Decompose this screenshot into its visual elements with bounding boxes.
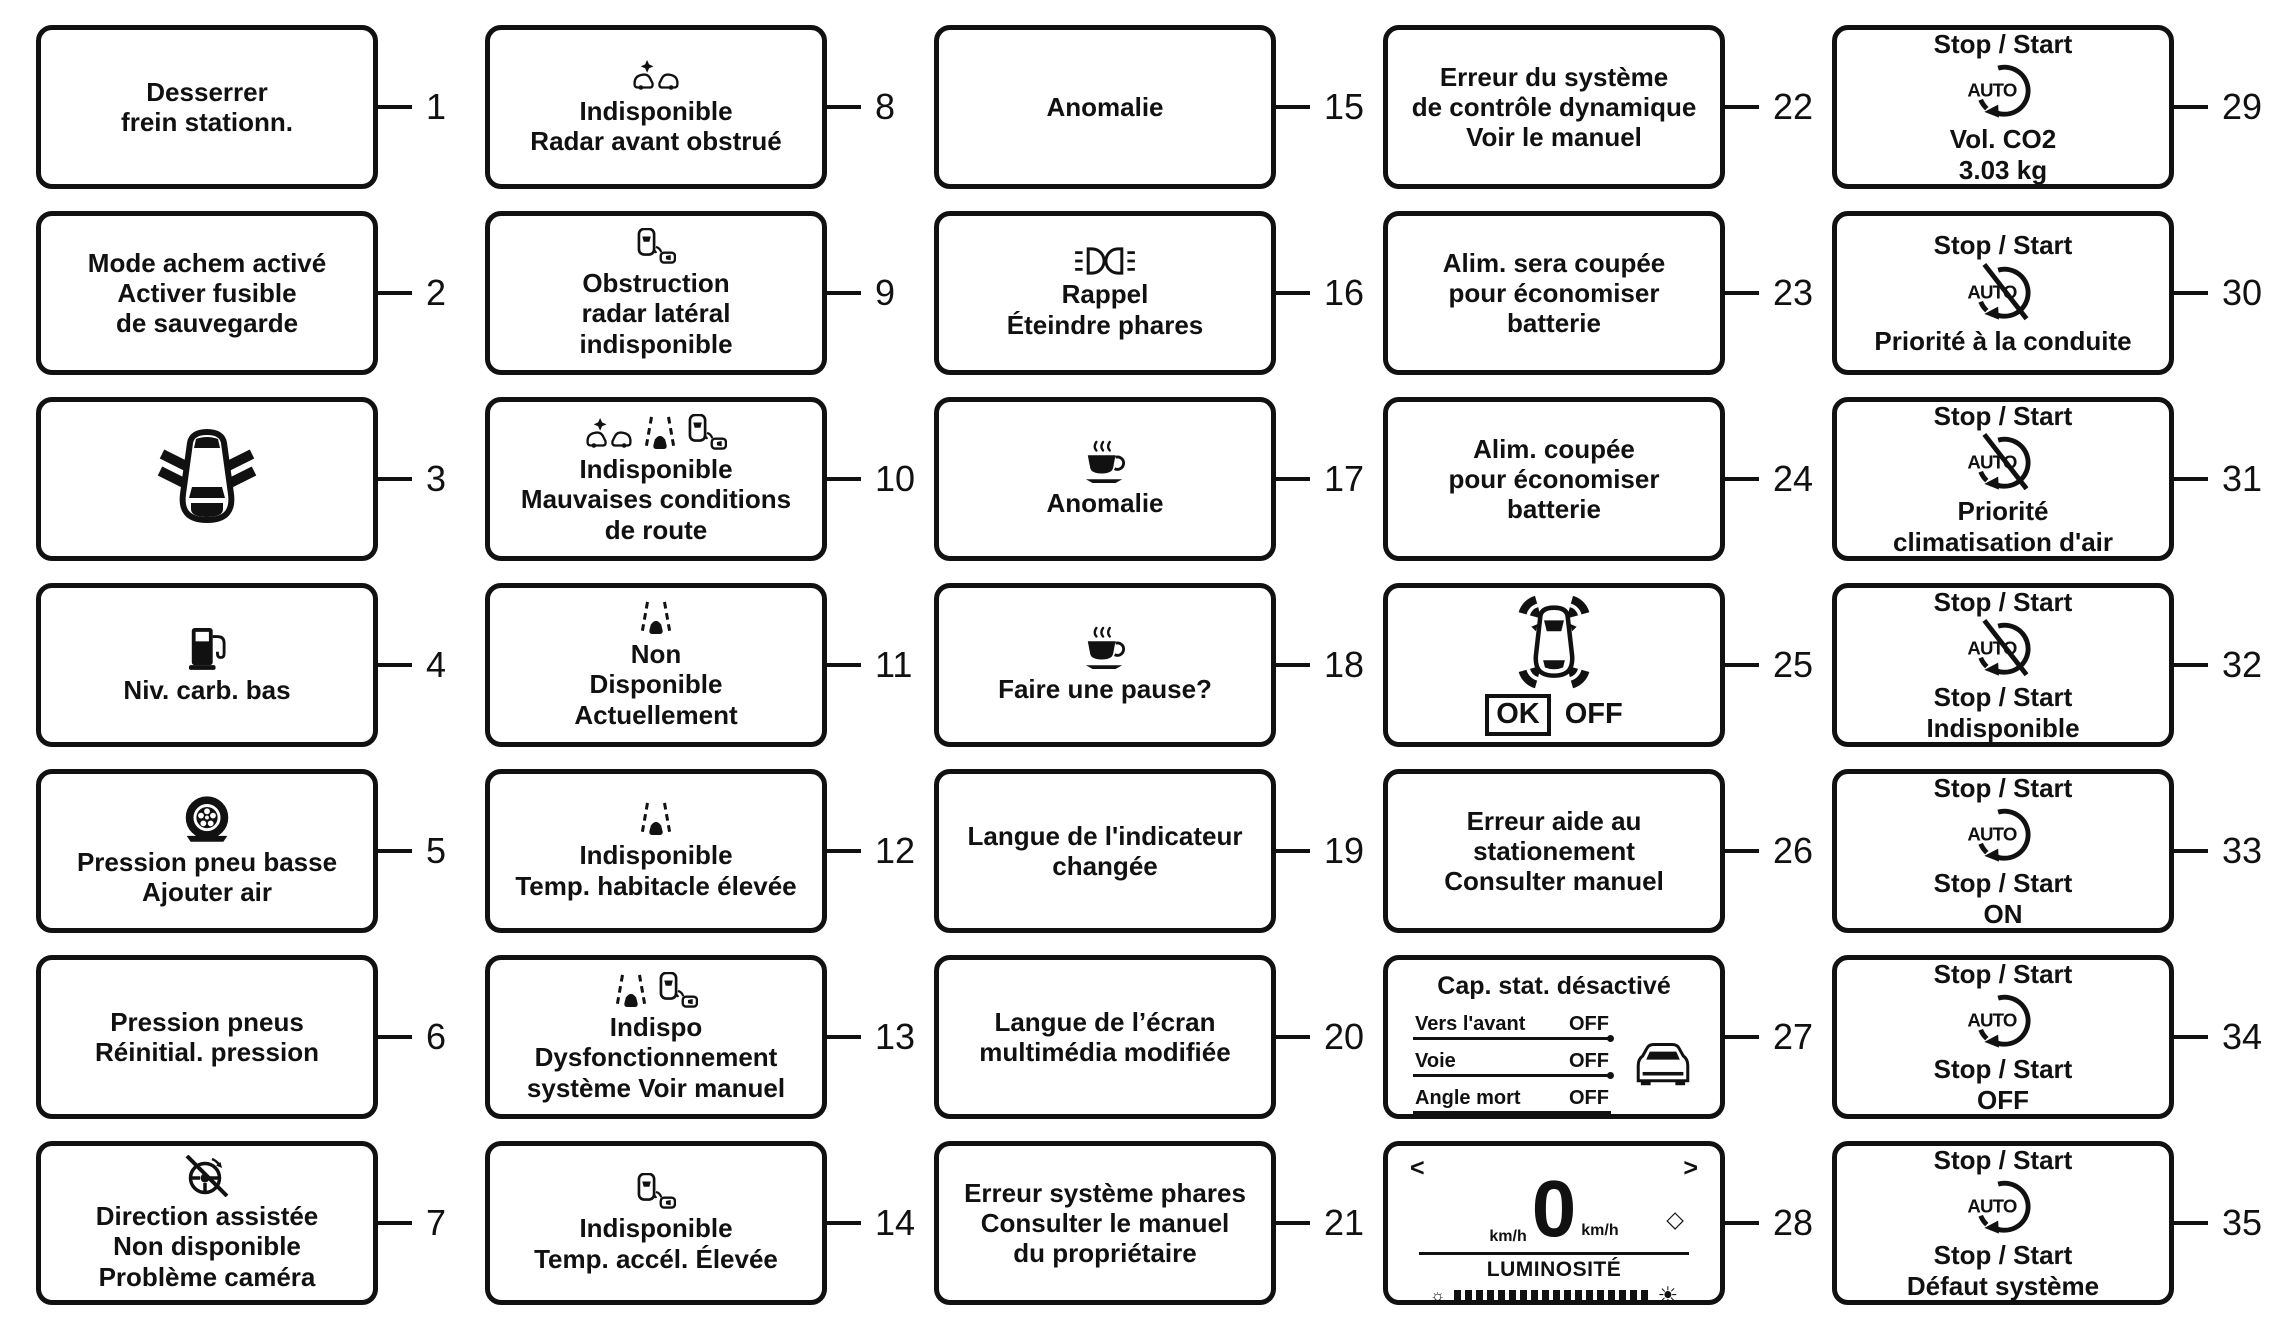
svg-text:AUTO: AUTO [1967,280,2017,302]
message-cell [1383,944,1832,1130]
message-box-23 [1383,211,1725,375]
message-text: batterie [1507,308,1601,339]
message-cell [1383,572,1832,758]
message-text: ON [1983,898,2023,929]
message-cell [485,1130,934,1316]
doors-open-car-icon [148,427,266,529]
parking-sensors-car-icon [1502,595,1606,691]
message-text: Anomalie [1046,91,1164,122]
message-text: Priorité à la conduite [1874,325,2132,356]
sensor-row [1413,1087,1611,1114]
message-box-24 [1383,397,1725,561]
callout-number: 29 [2222,86,2263,127]
speed-unit-left: km/h [1489,1228,1527,1245]
leader-line [1725,1035,1759,1039]
callout-number: 6 [426,1016,447,1057]
message-box-26 [1383,769,1725,933]
message-text: Activer fusible [117,277,297,308]
message-text: Indisponible [579,840,733,871]
message-cell [934,758,1383,944]
leader-line [378,105,412,109]
leader-line [1276,663,1310,667]
auto-stop-start-icon [1964,1176,2042,1236]
message-cell [485,14,934,200]
message-box-22 [1383,25,1725,189]
message-text: Défaut système [1906,1270,2100,1301]
message-text: climatisation d'air [1892,526,2114,557]
callout-number: 12 [875,830,916,871]
leader-line [2174,1035,2208,1039]
message-text: pour économiser [1448,277,1660,308]
message-cell [485,572,934,758]
lane-keep-icon [639,601,673,635]
icon-row [1964,990,2042,1050]
message-box-8 [485,25,827,189]
message-text: Vol. CO2 [1949,124,2057,155]
message-box-3 [36,397,378,561]
message-text: Priorité [1957,496,2049,527]
callout-number: 26 [1773,830,1814,871]
message-text: Indispo [609,1012,703,1043]
message-box-7 [36,1141,378,1305]
icon-row [1082,626,1128,670]
brightness-bar [1454,1290,1648,1301]
message-text: Stop / Start [1933,230,2073,261]
callout-number: 35 [2222,1202,2263,1243]
message-text: Stop / Start [1933,773,2073,804]
brightness-label: LUMINOSITÉ [1486,1258,1622,1281]
message-text: OFF [1977,1084,2029,1115]
message-cell [934,944,1383,1130]
message-box-14 [485,1141,827,1305]
message-cell [36,200,485,386]
icon-row [179,796,235,843]
sensor-label: Voie [1415,1050,1456,1072]
leader-line [1725,291,1759,295]
message-text: Erreur aide au [1466,805,1642,836]
collision-icon [632,59,680,92]
message-text: Stop / Start [1933,1240,2073,1271]
message-text: Indisponible [579,95,733,126]
leader-line [2174,477,2208,481]
message-text: pour économiser [1448,463,1660,494]
message-text: Langue de l’écran [994,1006,1216,1037]
message-cell [1832,1130,2280,1316]
icon-row [636,1173,676,1209]
leader-line [2174,663,2208,667]
coffee-cup-icon [1082,626,1128,670]
message-text: Stop / Start [1933,401,2073,432]
message-text: Stop / Start [1933,1145,2073,1176]
message-text: Non disponible [113,1231,301,1262]
message-box-16 [934,211,1276,375]
leader-line [1276,105,1310,109]
off-label: OFF [1564,698,1623,730]
message-box-35 [1832,1141,2174,1305]
sensor-value: OFF [1569,1087,1609,1109]
callout-number: 23 [1773,272,1814,313]
icon-row [148,427,266,529]
message-box-21 [934,1141,1276,1305]
leader-line [378,291,412,295]
callout-number: 32 [2222,644,2263,685]
message-box-15 [934,25,1276,189]
message-box-34 [1832,955,2174,1119]
sensor-screen-body [1413,1013,1695,1114]
message-text: Temp. accél. Élevée [534,1243,778,1274]
message-cell [1383,1130,1832,1316]
lane-keep-icon [643,416,677,450]
callout-number: 5 [426,830,447,871]
message-text: Langue de l'indicateur [967,820,1243,851]
callout-number: 7 [426,1202,447,1243]
speed-readout [1489,1164,1619,1253]
message-cell [1832,944,2280,1130]
tire-pressure-icon [179,796,235,843]
message-text: Desserrer [146,76,268,107]
callout-number: 2 [426,272,447,313]
message-text: Rappel [1061,279,1149,310]
leader-line [378,1035,412,1039]
sensor-value: OFF [1569,1013,1609,1035]
callout-number: 31 [2222,458,2263,499]
message-cell [485,758,934,944]
car-rear-icon [1631,1041,1695,1087]
message-box-18 [934,583,1276,747]
icon-row [1964,432,2042,492]
leader-line [1725,849,1759,853]
svg-text:AUTO: AUTO [1967,637,2017,659]
icon-row [188,625,226,671]
message-box-25 [1383,583,1725,747]
message-cell [934,1130,1383,1316]
message-text: Faire une pause? [998,674,1212,705]
message-box-10 [485,397,827,561]
icon-row [1074,247,1136,275]
auto-stop-start-icon [1964,804,2042,864]
divider-line [1419,1252,1689,1255]
message-text: Indisponible [579,454,733,485]
svg-text:AUTO: AUTO [1967,1195,2017,1217]
message-text: de contrôle dynamique [1411,91,1697,122]
brightness-slider [1430,1284,1678,1307]
icon-row [585,414,727,450]
leader-line [378,1221,412,1225]
message-cell [934,572,1383,758]
icon-row [614,972,698,1008]
message-text: Pression pneu basse [76,846,338,877]
callout-number: 14 [875,1202,916,1243]
callout-number: 16 [1324,272,1365,313]
fuel-pump-icon [188,625,226,671]
message-text: Réinitial. pression [95,1037,319,1067]
leader-line [2174,1221,2208,1225]
coffee-cup-icon [1082,440,1128,484]
message-text: Ajouter air [141,877,273,907]
leader-line [378,477,412,481]
leader-line [827,477,861,481]
speed-value: 0 [1531,1164,1577,1253]
blind-spot-icon [636,228,676,264]
icon-row [1964,60,2042,120]
message-cell [1383,14,1832,200]
message-text: Pression pneus [110,1006,304,1037]
leader-line [1276,849,1310,853]
message-text: Disponible [589,669,723,700]
sensor-row [1413,1050,1611,1077]
speed-unit-right: km/h [1581,1222,1619,1239]
callout-number: 28 [1773,1202,1814,1243]
message-text: Éteindre phares [1006,309,1204,340]
message-box-27 [1383,955,1725,1119]
message-text: Mode achem activé [87,247,327,278]
leader-line [827,1035,861,1039]
blind-spot-icon [687,414,727,450]
message-box-1 [36,25,378,189]
message-cell [36,758,485,944]
message-text: de sauvegarde [115,308,299,339]
callout-number: 21 [1324,1202,1365,1243]
message-text: Consulter le manuel [980,1207,1230,1238]
up-down-icon: ◇ [1666,1206,1684,1232]
message-cell [485,944,934,1130]
icon-row [1964,1176,2042,1236]
sensor-label: Vers l'avant [1415,1013,1526,1035]
brightness-low-icon: ☼ [1429,1286,1446,1306]
message-box-5 [36,769,378,933]
message-text: changée [1052,851,1158,881]
message-box-31 [1832,397,2174,561]
message-text: Voir le manuel [1466,122,1642,153]
leader-line [1276,1035,1310,1039]
leader-line [827,663,861,667]
svg-text:AUTO: AUTO [1967,79,2017,101]
message-text: radar latéral [581,298,731,329]
leader-line [2174,291,2208,295]
sensor-label: Angle mort [1415,1087,1521,1109]
message-text: Actuellement [574,699,738,730]
message-cell [1383,200,1832,386]
callout-number: 30 [2222,272,2263,313]
lane-keep-icon [614,974,648,1008]
collision-icon [585,417,633,450]
icon-row [1964,804,2042,864]
message-text: de route [604,514,708,545]
message-text: système Voir manuel [526,1072,786,1103]
message-text: Stop / Start [1933,682,2073,713]
message-cell [1832,758,2280,944]
message-box-2 [36,211,378,375]
message-text: indisponible [579,328,733,359]
chevron-right-icon: > [1683,1154,1698,1182]
callout-number: 9 [875,272,896,313]
message-text: Stop / Start [1933,587,2073,618]
leader-line [827,1221,861,1225]
leader-line [827,849,861,853]
message-cell [1832,14,2280,200]
message-cell [485,386,934,572]
message-cell [1383,758,1832,944]
callout-number: 22 [1773,86,1814,127]
message-box-6 [36,955,378,1119]
callout-number: 33 [2222,830,2263,871]
ok-button: OK [1485,694,1551,736]
message-cell [36,386,485,572]
sensor-value: OFF [1569,1050,1609,1072]
chevron-left-icon: < [1410,1154,1425,1182]
message-text: frein stationn. [121,107,293,137]
callout-number: 17 [1324,458,1365,499]
message-text: Obstruction [582,268,730,299]
leader-line [1276,1221,1310,1225]
callout-number: 27 [1773,1016,1814,1057]
blind-spot-icon [636,1173,676,1209]
message-text: Temp. habitacle élevée [515,870,797,901]
message-cell [934,14,1383,200]
message-text: Stop / Start [1933,29,2073,60]
message-box-29 [1832,25,2174,189]
auto-stop-start-icon [1964,990,2042,1050]
leader-line [1725,1221,1759,1225]
lane-keep-icon [639,802,673,836]
message-box-12 [485,769,827,933]
message-box-13 [485,955,827,1119]
message-text: Alim. sera coupée [1442,247,1666,278]
message-text: Dysfonctionnement [534,1042,778,1073]
icon-row [1964,618,2042,678]
message-text: Radar avant obstrué [530,126,782,156]
blind-spot-icon [658,972,698,1008]
auto-stop-start-off-icon [1964,262,2042,322]
message-text: stationement [1473,835,1635,866]
message-text: Stop / Start [1933,1054,2073,1085]
callout-number: 8 [875,86,896,127]
icon-row [636,228,676,264]
message-box-11 [485,583,827,747]
callout-number: 4 [426,644,447,685]
message-text: Consulter manuel [1444,866,1664,897]
message-cell [36,14,485,200]
sensor-rows [1413,1013,1611,1114]
message-text: 3.03 kg [1958,154,2048,185]
message-cell [1832,200,2280,386]
message-text: Anomalie [1046,488,1164,519]
icon-row [639,601,673,635]
message-box-28 [1383,1141,1725,1309]
sensor-row [1413,1013,1611,1040]
callout-number: 34 [2222,1016,2263,1057]
message-text: Stop / Start [1933,959,2073,990]
brightness-high-icon: ☀ [1657,1282,1679,1309]
leader-line [1725,663,1759,667]
message-text: Erreur du système [1439,61,1669,92]
leader-line [827,291,861,295]
sensor-screen-title: Cap. stat. désactivé [1437,972,1671,1000]
message-text: Niv. carb. bas [123,675,291,706]
callout-number: 15 [1324,86,1365,127]
message-cell [36,1130,485,1316]
message-cell [934,386,1383,572]
message-box-19 [934,769,1276,933]
message-cell [934,200,1383,386]
message-text: Alim. coupée [1473,433,1635,464]
svg-text:AUTO: AUTO [1967,451,2017,473]
callout-number: 11 [875,644,913,685]
auto-stop-start-off-icon [1964,432,2042,492]
callout-number: 18 [1324,644,1365,685]
leader-line [2174,105,2208,109]
callout-number: 10 [875,458,916,499]
auto-stop-start-off-icon [1964,618,2042,678]
callout-number: 19 [1324,830,1365,871]
svg-text:AUTO: AUTO [1967,823,2017,845]
message-cell [1383,386,1832,572]
auto-stop-start-icon [1964,60,2042,120]
steering-wheel-off-icon [184,1155,230,1197]
callout-number: 1 [426,86,447,127]
message-cell [36,572,485,758]
message-text: Indisponible [579,1213,733,1244]
message-box-30 [1832,211,2174,375]
message-box-17 [934,397,1276,561]
leader-line [1725,477,1759,481]
ok-off-row [1485,694,1623,736]
message-text: Problème caméra [98,1261,316,1292]
message-box-9 [485,211,827,375]
message-box-33 [1832,769,2174,933]
message-text: Mauvaises conditions [520,484,792,515]
message-box-32 [1832,583,2174,747]
message-text: Erreur système phares [964,1177,1246,1208]
callout-number: 25 [1773,644,1814,685]
message-text: multimédia modifiée [979,1037,1231,1067]
message-cell [485,200,934,386]
leader-line [1725,105,1759,109]
message-cell [1832,386,2280,572]
leader-line [378,663,412,667]
callout-number: 20 [1324,1016,1365,1057]
message-text: Direction assistée [95,1201,319,1232]
message-text: Indisponible [1926,712,2080,743]
leader-line [2174,849,2208,853]
message-text: Stop / Start [1933,868,2073,899]
message-text: batterie [1507,494,1601,525]
message-text: du propriétaire [1013,1238,1197,1269]
icon-row [639,802,673,836]
leader-line [827,105,861,109]
message-box-20 [934,955,1276,1119]
callout-number: 3 [426,458,447,499]
message-box-4 [36,583,378,747]
icon-row [184,1155,230,1197]
icon-row [1082,440,1128,484]
icon-row [1964,262,2042,322]
headlights-icon [1074,247,1136,275]
leader-line [1276,477,1310,481]
callout-number: 24 [1773,458,1814,499]
svg-text:AUTO: AUTO [1967,1009,2017,1031]
message-text: Non [630,639,682,670]
leader-line [1276,291,1310,295]
message-cell [36,944,485,1130]
leader-line [378,849,412,853]
callout-number: 13 [875,1016,916,1057]
message-cell [1832,572,2280,758]
icon-row [632,59,680,92]
